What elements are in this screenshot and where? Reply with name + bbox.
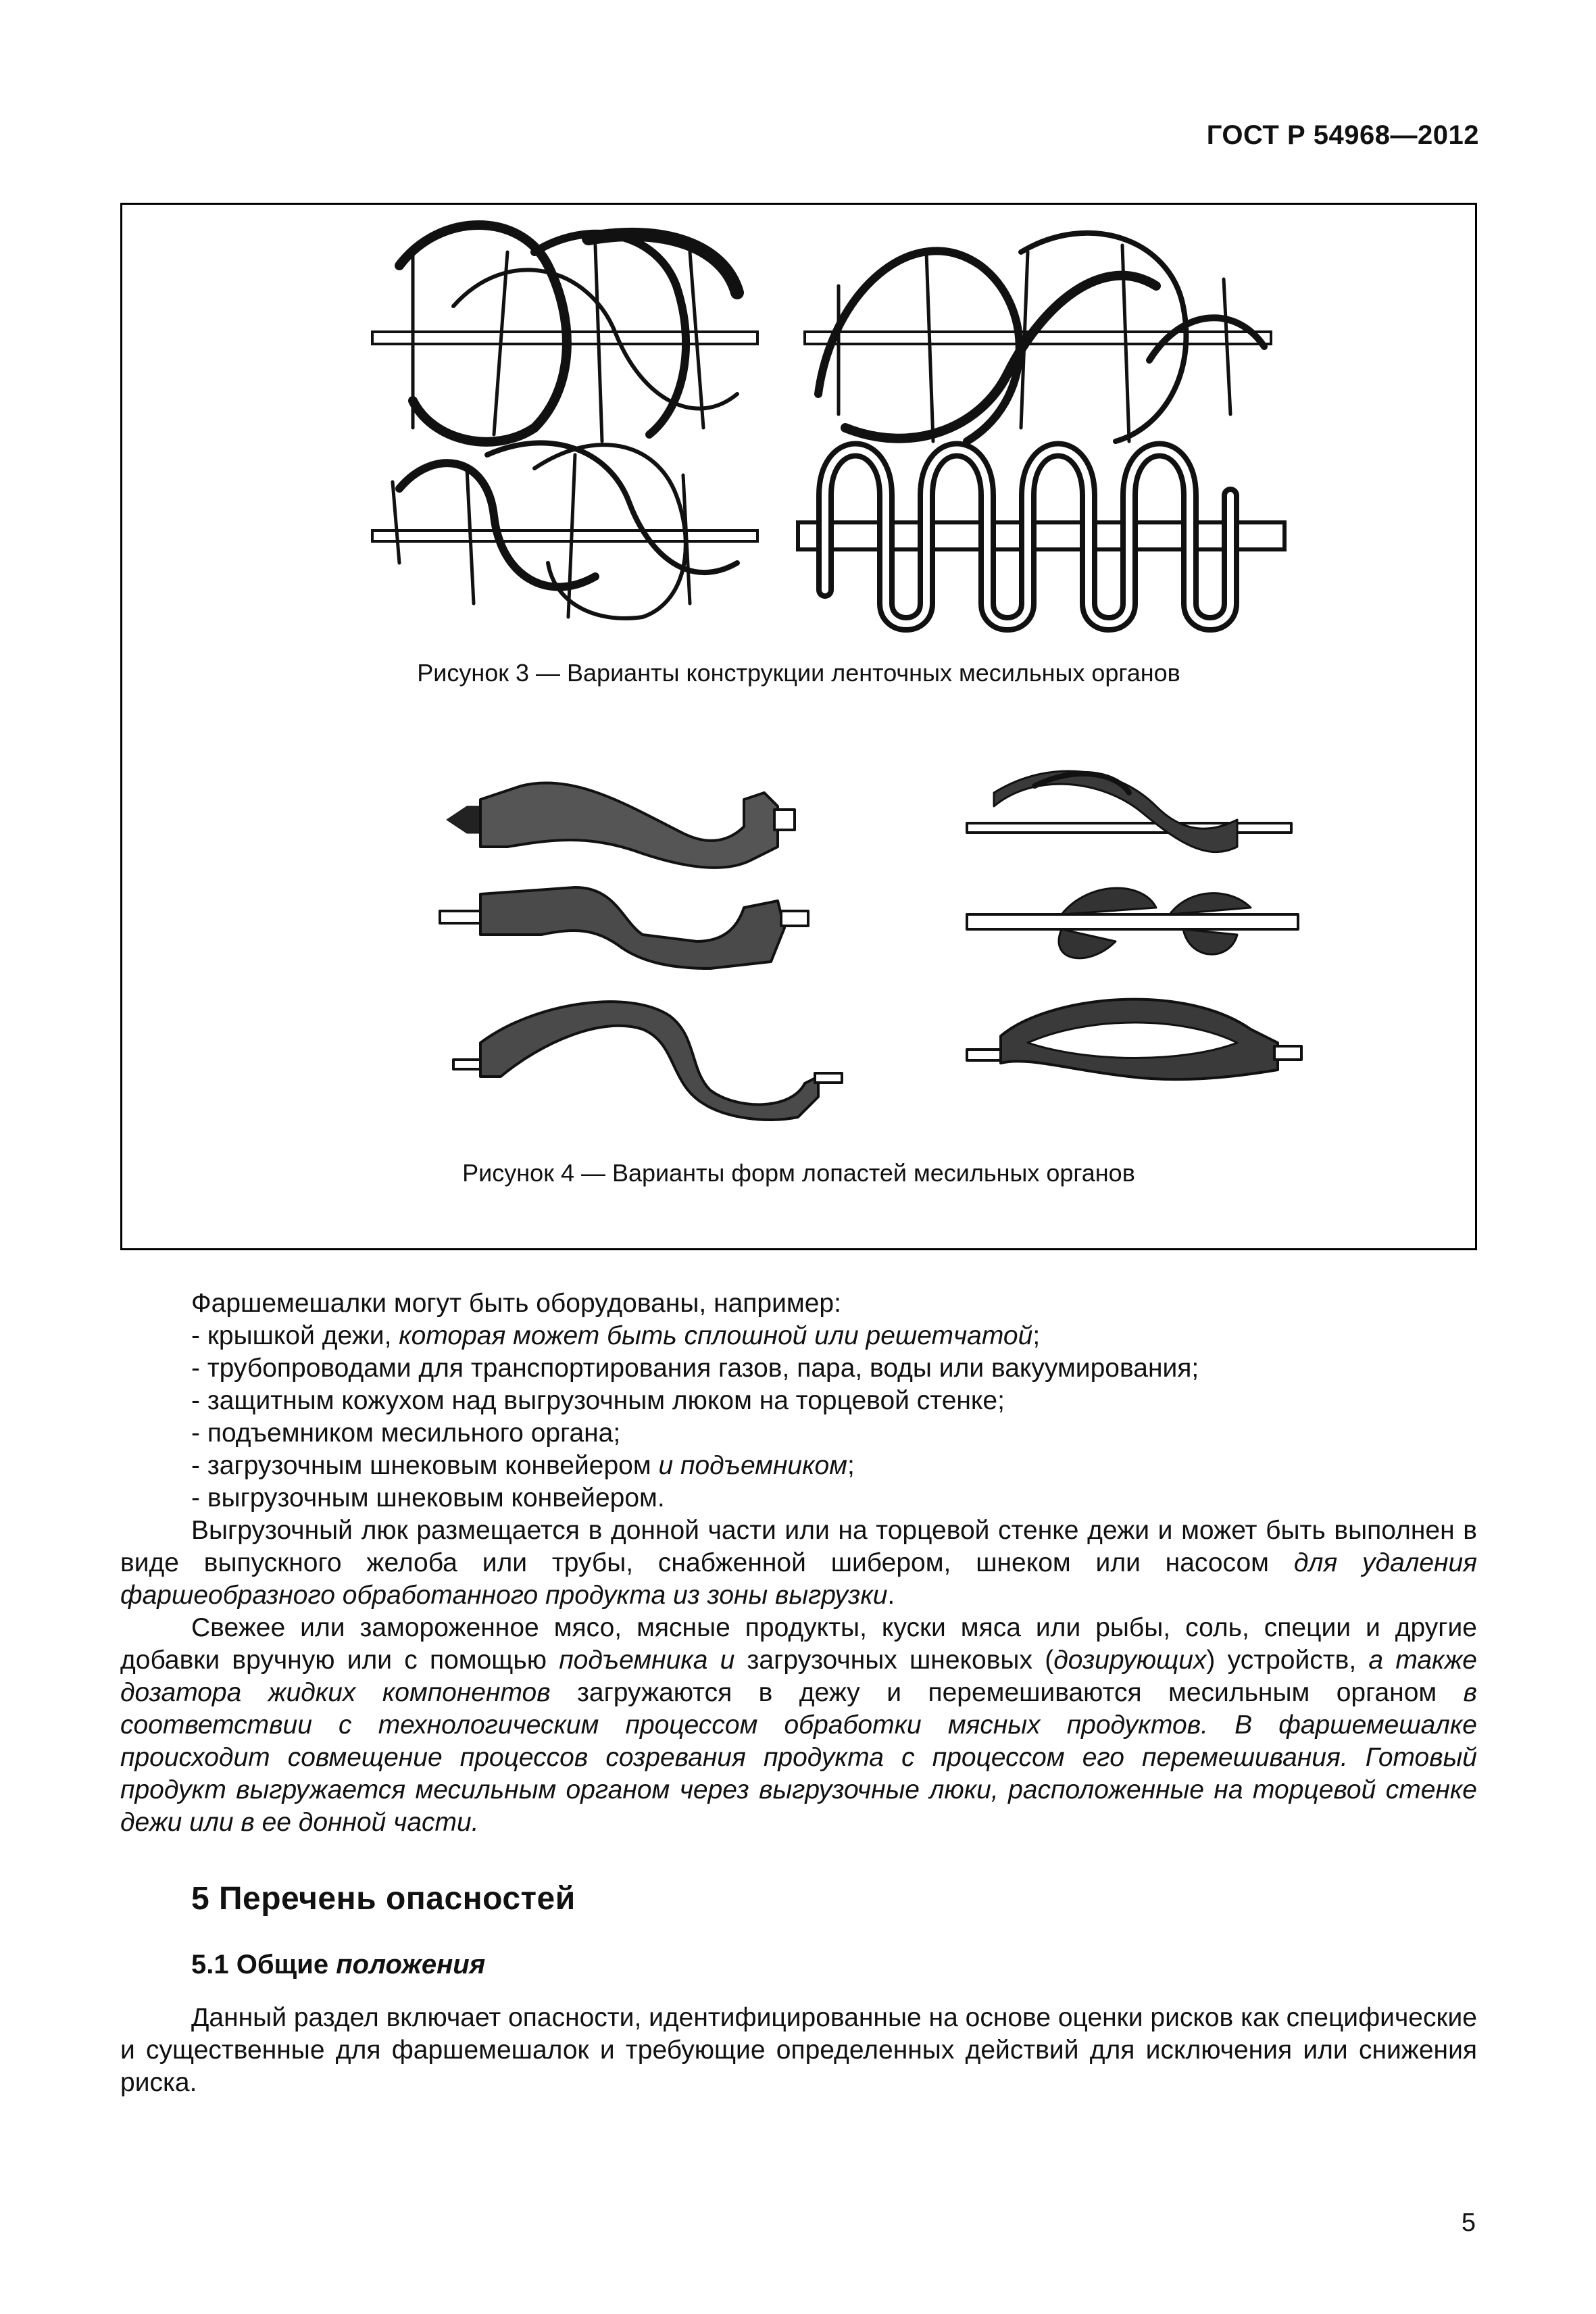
list-item: - защитным кожухом над выгрузочным люком на торцевой стенке; <box>191 1386 1005 1415</box>
figures-frame <box>120 203 1477 1250</box>
list-item: - трубопроводами для транспортирования газов, пара, воды или вакуумирования; <box>191 1354 1199 1383</box>
figure-3-ribbon-agitators-illustration <box>372 225 1332 624</box>
list-item: - выгрузочным шнековым конвейером. <box>191 1483 665 1512</box>
figure-4-blade-shapes-illustration <box>440 759 1318 1117</box>
figure-4-caption: Рисунок 4 — Варианты форм лопастей месильных органов <box>462 1159 1135 1187</box>
body-text <box>120 1287 1477 1839</box>
list-item: - загрузочным шнековым конвейером и подъемником; <box>191 1451 855 1480</box>
section-5-1-body <box>120 2002 1477 2099</box>
section-5-1-heading: 5.1 Общие положения <box>191 1950 486 1979</box>
list-item: - крышкой дежи, которая может быть сплошной или решетчатой; <box>191 1321 1041 1350</box>
paragraph-loading-process: Свежее или замороженное мясо, мясные продукты, куски мяса или рыбы, соль, специи и другие добавки вручную или с помощью подъемника и загрузочных шнековых (дозирующих) устройств, а также дозатора жидких компонентов загружаются в дежу и перемешиваются месильным органом в соответствии с технологическим процессом обработки мясных продуктов. В фаршемешалке происходит совмещение процессов созревания продукта с процессом его перемешивания. Готовый продукт выгружается месильным органом через выгрузочные люки, расположенные на торцевой стенке дежи или в ее донной части. <box>120 1613 1477 1837</box>
page-number: 5 <box>1461 2209 1476 2237</box>
paragraph-discharge-hatch: Выгрузочный люк размещается в донной части или на торцевой стенке дежи и может быть выполнен в виде выпускного желоба или трубы, снабженной шибером, шнеком или насосом для удаления фаршеобразного обработанного продукта из зоны выгрузки. <box>120 1516 1477 1610</box>
list-item: - подъемником месильного органа; <box>191 1419 621 1448</box>
equipment-intro: Фаршемешалки могут быть оборудованы, например: <box>191 1289 841 1318</box>
figure-3-caption: Рисунок 3 — Варианты конструкции ленточных месильных органов <box>417 659 1180 687</box>
document-standard-header: ГОСТ Р 54968—2012 <box>1206 120 1479 150</box>
section-5-1-paragraph: Данный раздел включает опасности, идентифицированные на основе оценки рисков как специфические и существенные для фаршемешалок и требующие определенных действий для исключения или снижения риска. <box>120 2003 1477 2097</box>
section-5-heading: 5 Перечень опасностей <box>191 1881 576 1917</box>
